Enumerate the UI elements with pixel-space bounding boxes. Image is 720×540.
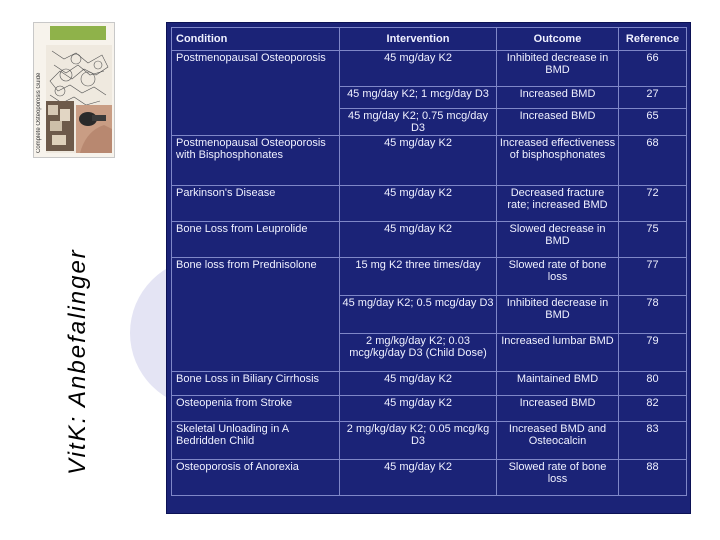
cell-reference: 88 [619,460,687,496]
cell-intervention: 45 mg/day K2 [340,372,497,396]
table-row [172,396,687,422]
cell-outcome: Increased BMD [497,87,619,109]
cell-outcome: Inhibited decrease in BMD [497,51,619,87]
cell-intervention: 45 mg/day K2; 0.5 mcg/day D3 [340,296,497,334]
cell-outcome: Slowed decrease in BMD [497,222,619,258]
table-row [172,136,687,186]
cell-intervention: 15 mg K2 three times/day [340,258,497,296]
table-row [172,222,687,258]
book-cover-title-band [50,26,106,40]
cell-reference: 68 [619,136,687,186]
cell-outcome: Slowed rate of bone loss [497,258,619,296]
cell-condition: Parkinson's Disease [172,186,340,222]
book-cover-artwork [46,45,112,153]
cell-outcome: Increased effectiveness of bisphosphonates [497,136,619,186]
table-row [172,460,687,496]
cell-reference: 72 [619,186,687,222]
cell-outcome: Increased BMD and Osteocalcin [497,422,619,460]
table-row [172,186,687,222]
header-reference: Reference [619,28,687,51]
cell-condition: Osteoporosis of Anorexia [172,460,340,496]
header-intervention: Intervention [340,28,497,51]
cell-reference: 66 [619,51,687,87]
cell-reference: 82 [619,396,687,422]
book-cover-image [33,22,115,158]
cell-condition: Bone Loss in Biliary Cirrhosis [172,372,340,396]
table-row [172,372,687,396]
table-row [172,258,687,296]
vitamin-k-study-table [166,22,691,514]
cell-condition: Postmenopausal Osteoporosis with Bisphosphonates [172,136,340,186]
cell-reference: 77 [619,258,687,296]
cell-reference: 27 [619,87,687,109]
cell-condition: Postmenopausal Osteoporosis [172,51,340,136]
header-outcome: Outcome [497,28,619,51]
cell-intervention: 45 mg/day K2; 1 mcg/day D3 [340,87,497,109]
cell-reference: 65 [619,109,687,136]
cell-intervention: 45 mg/day K2 [340,396,497,422]
cell-outcome: Increased BMD [497,109,619,136]
cell-outcome: Decreased fracture rate; increased BMD [497,186,619,222]
table-row [172,422,687,460]
cell-intervention: 45 mg/day K2; 0.75 mcg/day D3 [340,109,497,136]
slide-side-title: VitK: Anbefalinger [64,248,91,475]
book-cover-spine-text: Complete Osteoporosis Guide [36,72,42,153]
cell-reference: 80 [619,372,687,396]
cell-intervention: 45 mg/day K2 [340,51,497,87]
cell-intervention: 2 mg/kg/day K2; 0.05 mcg/kg D3 [340,422,497,460]
table-row [172,51,687,87]
cell-intervention: 45 mg/day K2 [340,136,497,186]
cell-reference: 79 [619,334,687,372]
cell-condition: Osteopenia from Stroke [172,396,340,422]
cell-reference: 78 [619,296,687,334]
cell-intervention: 2 mg/kg/day K2; 0.03 mcg/kg/day D3 (Child Dose) [340,334,497,372]
cell-reference: 75 [619,222,687,258]
cell-outcome: Increased BMD [497,396,619,422]
cell-reference: 83 [619,422,687,460]
cell-outcome: Inhibited decrease in BMD [497,296,619,334]
cell-intervention: 45 mg/day K2 [340,186,497,222]
cell-outcome: Slowed rate of bone loss [497,460,619,496]
data-table [171,27,687,496]
cell-intervention: 45 mg/day K2 [340,460,497,496]
cell-outcome: Increased lumbar BMD [497,334,619,372]
cell-intervention: 45 mg/day K2 [340,222,497,258]
table-header-row [172,28,687,51]
cell-condition: Bone Loss from Leuprolide [172,222,340,258]
cell-condition: Bone loss from Prednisolone [172,258,340,372]
cell-condition: Skeletal Unloading in A Bedridden Child [172,422,340,460]
cell-outcome: Maintained BMD [497,372,619,396]
header-condition: Condition [172,28,340,51]
